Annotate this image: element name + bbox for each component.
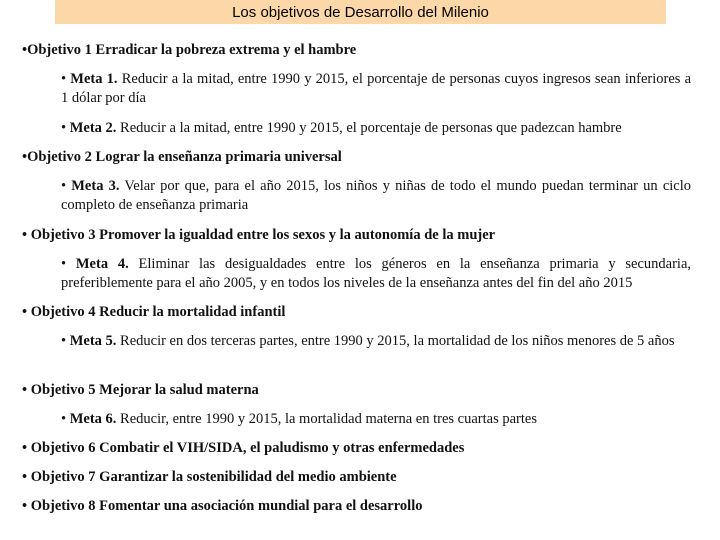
meta-3-label: Meta 3. xyxy=(71,178,120,194)
title-banner xyxy=(55,0,666,24)
objective-3-label: Objetivo 3 Promover la igualdad entre los sexos y la autonomía de la mujer xyxy=(30,227,496,243)
bullet: • xyxy=(22,42,28,58)
objective-2-label: Objetivo 2 Lograr la enseñanza primaria universal xyxy=(27,149,342,165)
objective-5-label: Objetivo 5 Mejorar la salud materna xyxy=(30,382,259,398)
objective-2 xyxy=(22,148,702,166)
bullet: • xyxy=(61,256,67,272)
meta-4-label: Meta 4. xyxy=(75,256,129,272)
bullet: • xyxy=(61,71,67,87)
bullet: • xyxy=(61,411,67,427)
meta-2 xyxy=(61,119,691,138)
bullet: • xyxy=(22,498,28,514)
bullet: • xyxy=(22,149,28,165)
bullet: • xyxy=(22,382,28,398)
meta-1-label: Meta 1. xyxy=(70,71,118,87)
bullet: • xyxy=(22,440,28,456)
bullet: • xyxy=(22,227,28,243)
objective-6 xyxy=(22,439,702,457)
meta-4 xyxy=(61,255,691,293)
bullet: • xyxy=(22,469,28,485)
objective-7-label: Objetivo 7 Garantizar la sostenibilidad del medio ambiente xyxy=(30,469,397,485)
meta-1 xyxy=(61,70,691,108)
meta-6-label: Meta 6. xyxy=(69,411,117,427)
page-title: Los objetivos de Desarrollo del Milenio xyxy=(232,3,489,21)
objective-8 xyxy=(22,497,702,515)
meta-6-text: Reducir, entre 1990 y 2015, la mortalidad materna en tres cuartas partes xyxy=(120,411,537,427)
bullet: • xyxy=(22,304,28,320)
objective-4-label: Objetivo 4 Reducir la mortalidad infantil xyxy=(30,304,286,320)
meta-5 xyxy=(61,332,691,351)
bullet: • xyxy=(61,120,67,136)
objective-7 xyxy=(22,468,702,486)
objective-1 xyxy=(22,41,702,59)
meta-2-text: Reducir a la mitad, entre 1990 y 2015, el porcentaje de personas que padezcan hambre xyxy=(120,120,622,136)
objective-4 xyxy=(22,303,702,321)
objective-8-label: Objetivo 8 Fomentar una asociación mundial para el desarrollo xyxy=(30,498,423,514)
meta-5-label: Meta 5. xyxy=(69,333,117,349)
meta-4-text: Eliminar las desigualdades entre los géneros en la enseñanza primaria y secundaria, preferiblemente para el año 2005, y en todos los niveles de la enseñanza antes del fin del año 2015 xyxy=(61,256,692,291)
meta-3-text: Velar por que, para el año 2015, los niños y niñas de todo el mundo puedan terminar un ciclo completo de enseñanza primaria xyxy=(61,178,692,213)
meta-1-text: Reducir a la mitad, entre 1990 y 2015, el porcentaje de personas cuyos ingresos sean inferiores a 1 dólar por día xyxy=(61,71,692,106)
objective-5 xyxy=(22,381,702,399)
meta-5-text: Reducir en dos terceras partes, entre 1990 y 2015, la mortalidad de los niños menores de 5 años xyxy=(120,333,675,349)
meta-2-label: Meta 2. xyxy=(69,120,117,136)
objective-6-label: Objetivo 6 Combatir el VIH/SIDA, el paludismo y otras enfermedades xyxy=(30,440,465,456)
objective-1-label: Objetivo 1 Erradicar la pobreza extrema y el hambre xyxy=(27,42,357,58)
bullet: • xyxy=(61,178,67,194)
objective-3 xyxy=(22,226,702,244)
meta-3 xyxy=(61,177,691,215)
meta-6 xyxy=(61,410,691,429)
bullet: • xyxy=(61,333,67,349)
